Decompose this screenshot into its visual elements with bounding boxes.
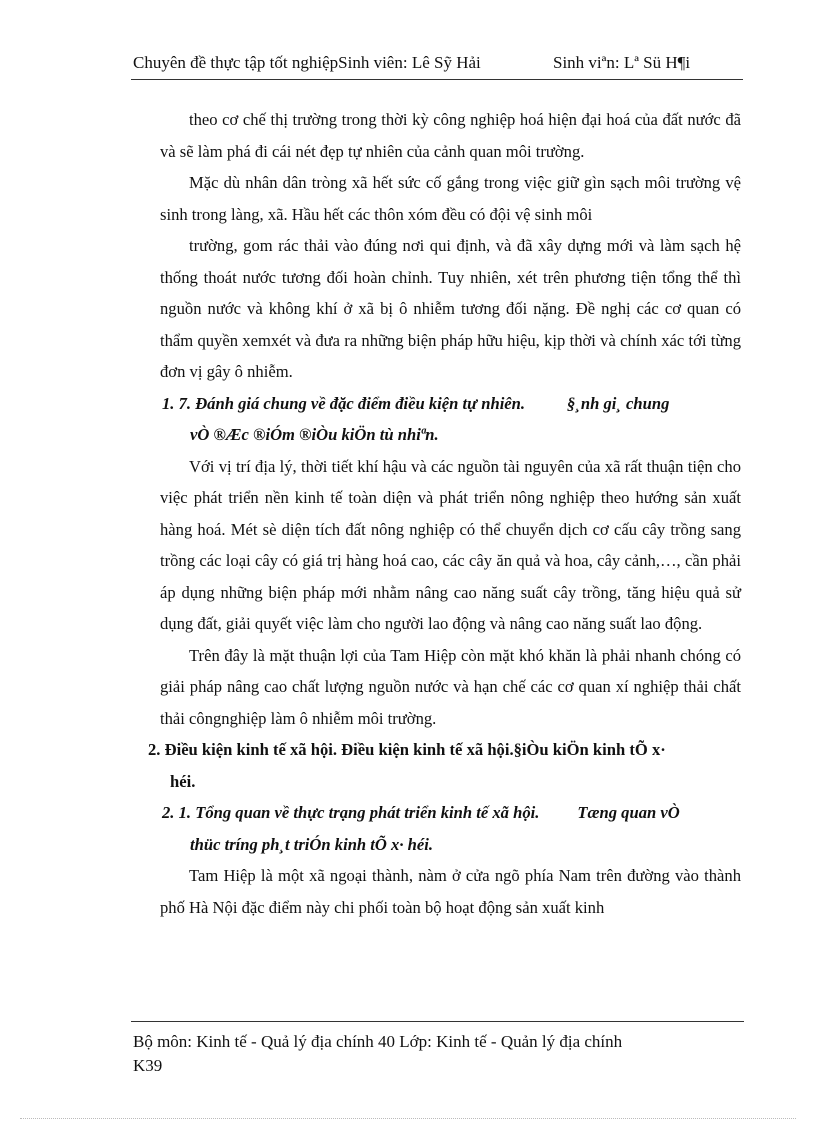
heading-1-7 [160,388,741,451]
paragraph-advantages: Trên đây là mặt thuận lợi của Tam Hiệp còn mặt khó khăn là phải nhanh chóng có giải pháp nâng cao chất lượng nguồn nước và hạn chế các cơ quan xí nghiệp thải chất thải côngnghiệp làm ô nhiễm môi trường. [160,645,741,728]
page-header [133,52,743,74]
paragraph-pollution: trường, gom rác thải vào đúng nơi qui định, và đã xây dựng mới và làm sạch hệ thống thoát nước tương đối hoàn chỉnh. Tuy nhiên, xét trên phương tiện tổng thể thì nguồn nước và không khí ở xã bị ô nhiễm tương đối nặng. Đề nghị các cơ quan có thẩm quyền xemxét và đưa ra những biện pháp hữu hiệu, kịp thời và chính xác tới từng đơn vị gây ô nhiễm. [160,236,741,381]
footer-line-2: K39 [133,1056,163,1075]
heading-2-1-garbled-a: Tæng quan vÒ [577,803,680,822]
heading-2-1-garbled-b: thüc tríng ph¸t triÓn kinh tÕ x· héi. [190,834,433,854]
heading-1-7-title: 1. 7. Đánh giá chung về đặc điểm điều kiện tự nhiên. [162,393,526,413]
heading-2-title: 2. Điều kiện kinh tế xã hội. Điều kiện kinh tế xã hội.§iÒu kiÖn kinh tÕ x· [148,740,666,759]
footer-line-1: Bộ môn: Kinh tế - Quả lý địa chính 40 Lớp: Kinh tế - Quản lý địa chính [133,1032,623,1051]
header-rule [131,79,743,80]
paragraph-continuation: theo cơ chế thị trường trong thời kỳ công nghiệp hoá hiện đại hoá của đất nước đã và sẽ làm phá đi cái nét đẹp tự nhiên của cảnh quan môi trường. [160,110,741,161]
page-footer [133,1030,745,1078]
heading-1-7-garbled-b: vÒ ®Æc ®iÓm ®iÒu kiÖn tù nhiªn. [190,425,439,444]
page-bottom-edge [20,1118,796,1119]
header-left-text: Chuyên đề thực tập tốt nghiệpSinh viên: Lê Sỹ Hải [133,53,481,72]
footer-rule [131,1021,744,1022]
heading-2 [148,734,741,797]
heading-2-1-title: 2. 1. Tổng quan về thực trạng phát triển kinh tế xã hội. [162,803,540,822]
heading-2-line2: héi. [170,771,196,791]
heading-2-1 [160,797,741,860]
paragraph-natural-conditions: Với vị trí địa lý, thời tiết khí hậu và các nguồn tài nguyên của xã rất thuận tiện cho việc phát triển nền kinh tế toàn diện và phát triển nông nghiệp theo hướng sản xuất hàng hoá. Mét sè diện tích đất nông nghiệp có thể chuyển dịch cơ cấu cây trồng sang trồng các loại cây có giá trị hàng hoá cao, các cây ăn quả và hoa, cây cảnh,…, cần phải áp dụng những biện pháp mới nhằm nâng cao năng suất cây trồng, tăng hiệu quả sử dụng đất, giải quyết việc làm cho người lao động và nâng cao năng suất lao động. [160,456,741,633]
header-right-text: Sinh viªn: Lª Sü H¶i [553,53,691,72]
paragraph-tam-hiep: Tam Hiệp là một xã ngoại thành, nàm ở cửa ngõ phía Nam trên đường vào thành phố Hà Nội đặc điểm này chi phối toàn bộ hoạt động sản xuất kinh [160,866,741,917]
document-body [148,104,741,923]
paragraph-environment-effort: Mặc dù nhân dân tròng xã hết sức cố gắng trong việc giữ gìn sạch môi trường vệ sinh trong làng, xã. Hầu hết các thôn xóm đều có đội vệ sinh môi [160,173,741,224]
heading-1-7-garbled-a: §¸nh gi¸ chung [567,393,670,413]
